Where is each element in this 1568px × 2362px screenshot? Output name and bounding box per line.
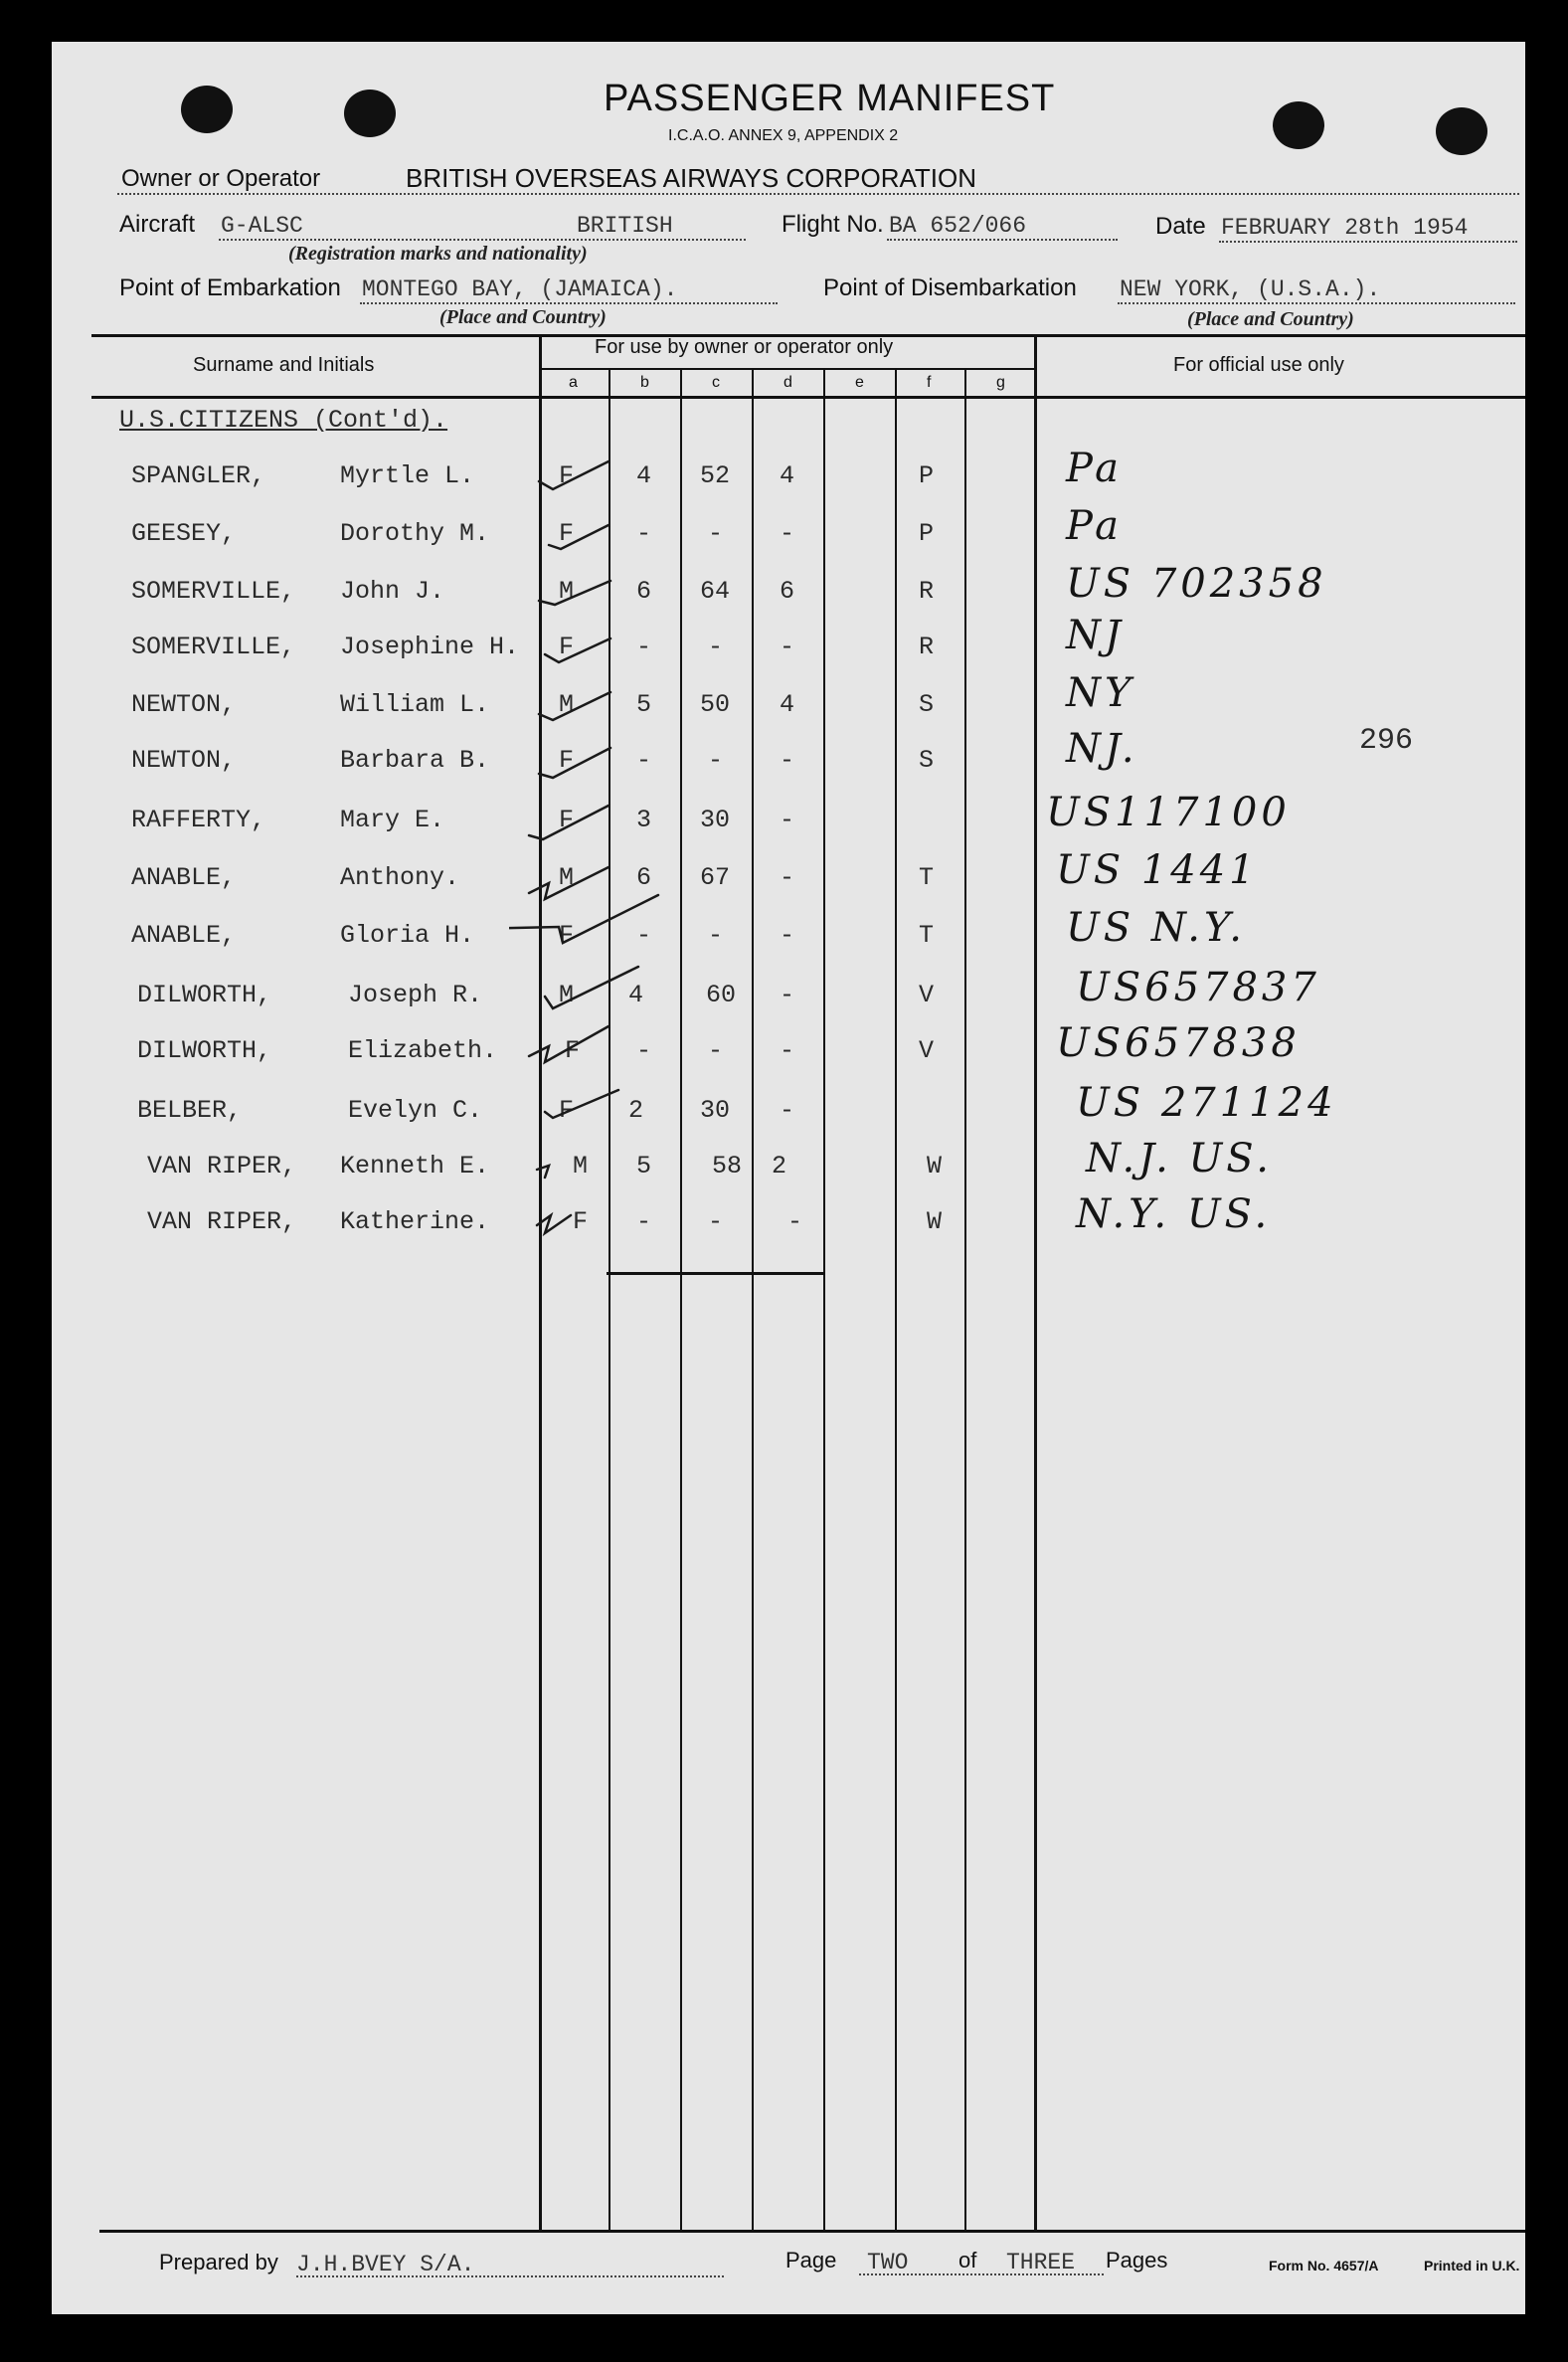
given-names: Elizabeth. [348, 1036, 498, 1065]
surname: SOMERVILLE, [131, 577, 296, 606]
embark-label: Point of Embarkation [119, 274, 341, 301]
cell-c: - [708, 633, 724, 661]
punch-hole [1436, 107, 1487, 155]
date-value: FEBRUARY 28th 1954 [1221, 215, 1469, 241]
cell-b: 3 [636, 806, 652, 834]
cell-d: - [780, 981, 795, 1009]
table-row [52, 503, 1525, 559]
subcol-g: g [996, 374, 1005, 391]
cell-d: 4 [780, 461, 795, 490]
total-rule [607, 1272, 825, 1275]
cell-f: V [919, 981, 935, 1009]
official-column-header: For official use only [1173, 354, 1344, 376]
official-note: Pa [1066, 446, 1123, 491]
fill-line [1219, 241, 1517, 243]
col-line [1034, 334, 1037, 2232]
given-names: William L. [340, 690, 490, 719]
official-note: NY [1066, 670, 1135, 716]
cell-a: M [559, 981, 575, 1009]
table-row [52, 446, 1525, 501]
given-names: Joseph R. [348, 981, 483, 1009]
fill-line [1118, 302, 1515, 304]
page-value: TWO [867, 2250, 909, 2275]
surname: VAN RIPER, [147, 1207, 297, 1236]
cell-b: 6 [636, 863, 652, 892]
cell-f: P [919, 519, 935, 548]
divider [117, 193, 1519, 195]
cell-c: 58 [712, 1152, 743, 1181]
cell-f: S [919, 746, 935, 775]
cell-c: - [708, 1207, 724, 1236]
embark-value: MONTEGO BAY, (JAMAICA). [362, 276, 678, 302]
cell-b: 2 [628, 1096, 644, 1125]
cell-d: - [787, 1207, 803, 1236]
cell-f: R [919, 577, 935, 606]
table-row [52, 613, 1525, 672]
subcol-f: f [927, 374, 932, 391]
cell-a: F [559, 806, 575, 834]
cell-f: W [927, 1152, 943, 1181]
cell-d: - [780, 863, 795, 892]
cell-a: M [559, 690, 575, 719]
page-title: PASSENGER MANIFEST [604, 78, 1056, 119]
fill-line [887, 239, 1118, 241]
given-names: Kenneth E. [340, 1152, 490, 1181]
cell-b: - [636, 746, 652, 775]
cell-c: 64 [700, 577, 731, 606]
table-row [52, 847, 1525, 903]
disembark-label: Point of Disembarkation [823, 274, 1077, 301]
given-names: Evelyn C. [348, 1096, 483, 1125]
printed-in: Printed in U.K. [1424, 2258, 1520, 2273]
subcol-a: a [569, 374, 578, 391]
cell-b: 4 [636, 461, 652, 490]
cell-d: - [780, 1096, 795, 1125]
cell-c: 50 [700, 690, 731, 719]
cell-b: - [636, 519, 652, 548]
official-note: US 271124 [1076, 1080, 1337, 1126]
surname: ANABLE, [131, 863, 237, 892]
cell-a: M [573, 1152, 589, 1181]
cell-f: V [919, 1036, 935, 1065]
cell-a: F [559, 461, 575, 490]
flight-value: BA 652/066 [889, 213, 1027, 239]
fill-line [859, 2273, 1104, 2275]
surname: NEWTON, [131, 690, 237, 719]
official-note: US657838 [1056, 1020, 1301, 1066]
table-row [52, 1136, 1525, 1191]
nationality-value: BRITISH [577, 213, 673, 239]
check-marks [509, 450, 688, 1265]
cell-a: M [559, 863, 575, 892]
cell-a: F [559, 1096, 575, 1125]
subcol-d: d [784, 374, 792, 391]
surname: GEESEY, [131, 519, 237, 548]
table-bottom-border [99, 2230, 1525, 2233]
page-subtitle: I.C.A.O. ANNEX 9, APPENDIX 2 [668, 127, 899, 144]
disembark-value: NEW YORK, (U.S.A.). [1120, 276, 1381, 302]
table-row [52, 905, 1525, 961]
table-row [52, 670, 1525, 730]
cell-b: 4 [628, 981, 644, 1009]
cell-d: - [780, 921, 795, 950]
given-names: John J. [340, 577, 445, 606]
disembark-caption: (Place and Country) [1187, 308, 1354, 330]
form-number: Form No. 4657/A [1269, 2258, 1379, 2273]
surname: NEWTON, [131, 746, 237, 775]
cell-f: W [927, 1207, 943, 1236]
prepared-label: Prepared by [159, 2250, 278, 2274]
margin-number: 296 [1359, 724, 1414, 758]
given-names: Josephine H. [340, 633, 520, 661]
cell-b: - [636, 1036, 652, 1065]
cell-b: 5 [636, 690, 652, 719]
of-label: of [958, 2248, 977, 2272]
cell-f: T [919, 921, 935, 950]
official-note: US N.Y. [1066, 905, 1246, 951]
aircraft-value: G-ALSC [221, 213, 303, 239]
given-names: Dorothy M. [340, 519, 490, 548]
fill-line [219, 239, 746, 241]
header-bottom-border [91, 396, 1525, 399]
subcol-b: b [640, 374, 649, 391]
cell-b: 5 [636, 1152, 652, 1181]
given-names: Gloria H. [340, 921, 475, 950]
surname: RAFFERTY, [131, 806, 266, 834]
official-note: US657837 [1076, 965, 1320, 1010]
cell-a: F [559, 519, 575, 548]
cell-a: F [573, 1207, 589, 1236]
cell-b: - [636, 921, 652, 950]
cell-d: 2 [772, 1152, 787, 1181]
table-row [52, 965, 1525, 1020]
cell-a: M [559, 577, 575, 606]
cell-b: - [636, 633, 652, 661]
punch-hole [1273, 101, 1324, 149]
owner-label: Owner or Operator [121, 165, 321, 192]
subcol-e: e [855, 374, 864, 391]
given-names: Anthony. [340, 863, 460, 892]
cell-d: - [780, 633, 795, 661]
owner-column-header: For use by owner or operator only [595, 336, 894, 358]
registration-caption: (Registration marks and nationality) [288, 243, 588, 265]
surname: VAN RIPER, [147, 1152, 297, 1181]
cell-c: - [708, 1036, 724, 1065]
cell-c: 67 [700, 863, 731, 892]
subheader-rule [539, 368, 1036, 370]
table-row [52, 561, 1525, 617]
cell-c: - [708, 519, 724, 548]
fill-line [360, 302, 778, 304]
cell-d: 6 [780, 577, 795, 606]
date-label: Date [1155, 213, 1206, 240]
official-note: N.J. US. [1086, 1136, 1273, 1181]
given-names: Mary E. [340, 806, 445, 834]
table-row [52, 1080, 1525, 1136]
cell-d: - [780, 806, 795, 834]
pages-label: Pages [1106, 2248, 1168, 2272]
given-names: Myrtle L. [340, 461, 475, 490]
cell-f: T [919, 863, 935, 892]
cell-d: - [780, 519, 795, 548]
official-note: Pa [1066, 503, 1123, 549]
subcol-c: c [712, 374, 720, 391]
cell-c: 52 [700, 461, 731, 490]
cell-a: F [559, 921, 575, 950]
cell-c: - [708, 921, 724, 950]
name-column-header: Surname and Initials [193, 354, 375, 376]
punch-hole [344, 90, 396, 137]
cell-a: F [559, 746, 575, 775]
fill-line [296, 2275, 724, 2277]
cell-f: S [919, 690, 935, 719]
table-row [52, 1191, 1525, 1247]
surname: DILWORTH, [137, 981, 272, 1009]
surname: SOMERVILLE, [131, 633, 296, 661]
cell-b: 6 [636, 577, 652, 606]
cell-d: 4 [780, 690, 795, 719]
section-label: U.S.CITIZENS (Cont'd). [119, 406, 448, 435]
prepared-value: J.H.BVEY S/A. [296, 2252, 475, 2277]
cell-d: - [780, 1036, 795, 1065]
cell-f: P [919, 461, 935, 490]
cell-c: 30 [700, 1096, 731, 1125]
cell-a: F [565, 1036, 581, 1065]
official-note: US117100 [1046, 790, 1291, 835]
given-names: Barbara B. [340, 746, 490, 775]
cell-c: 60 [706, 981, 737, 1009]
aircraft-label: Aircraft [119, 211, 196, 238]
official-note: US 1441 [1056, 847, 1259, 893]
owner-value: BRITISH OVERSEAS AIRWAYS CORPORATION [406, 163, 977, 193]
official-note: NJ. [1066, 726, 1138, 772]
table-row [52, 790, 1525, 845]
cell-d: - [780, 746, 795, 775]
flight-label: Flight No. [782, 211, 884, 238]
surname: DILWORTH, [137, 1036, 272, 1065]
page-label: Page [785, 2248, 837, 2272]
surname: BELBER, [137, 1096, 243, 1125]
given-names: Katherine. [340, 1207, 490, 1236]
surname: SPANGLER, [131, 461, 266, 490]
embark-caption: (Place and Country) [439, 306, 607, 328]
official-note: NJ [1066, 613, 1126, 658]
official-note: N.Y. US. [1076, 1191, 1272, 1237]
cell-a: F [559, 633, 575, 661]
cell-b: - [636, 1207, 652, 1236]
manifest-page [52, 42, 1525, 2314]
cell-f: R [919, 633, 935, 661]
table-row [52, 1020, 1525, 1076]
cell-c: - [708, 746, 724, 775]
official-note: US 702358 [1066, 561, 1327, 607]
punch-hole [181, 86, 233, 133]
total-pages-value: THREE [1006, 2250, 1076, 2275]
surname: ANABLE, [131, 921, 237, 950]
cell-c: 30 [700, 806, 731, 834]
